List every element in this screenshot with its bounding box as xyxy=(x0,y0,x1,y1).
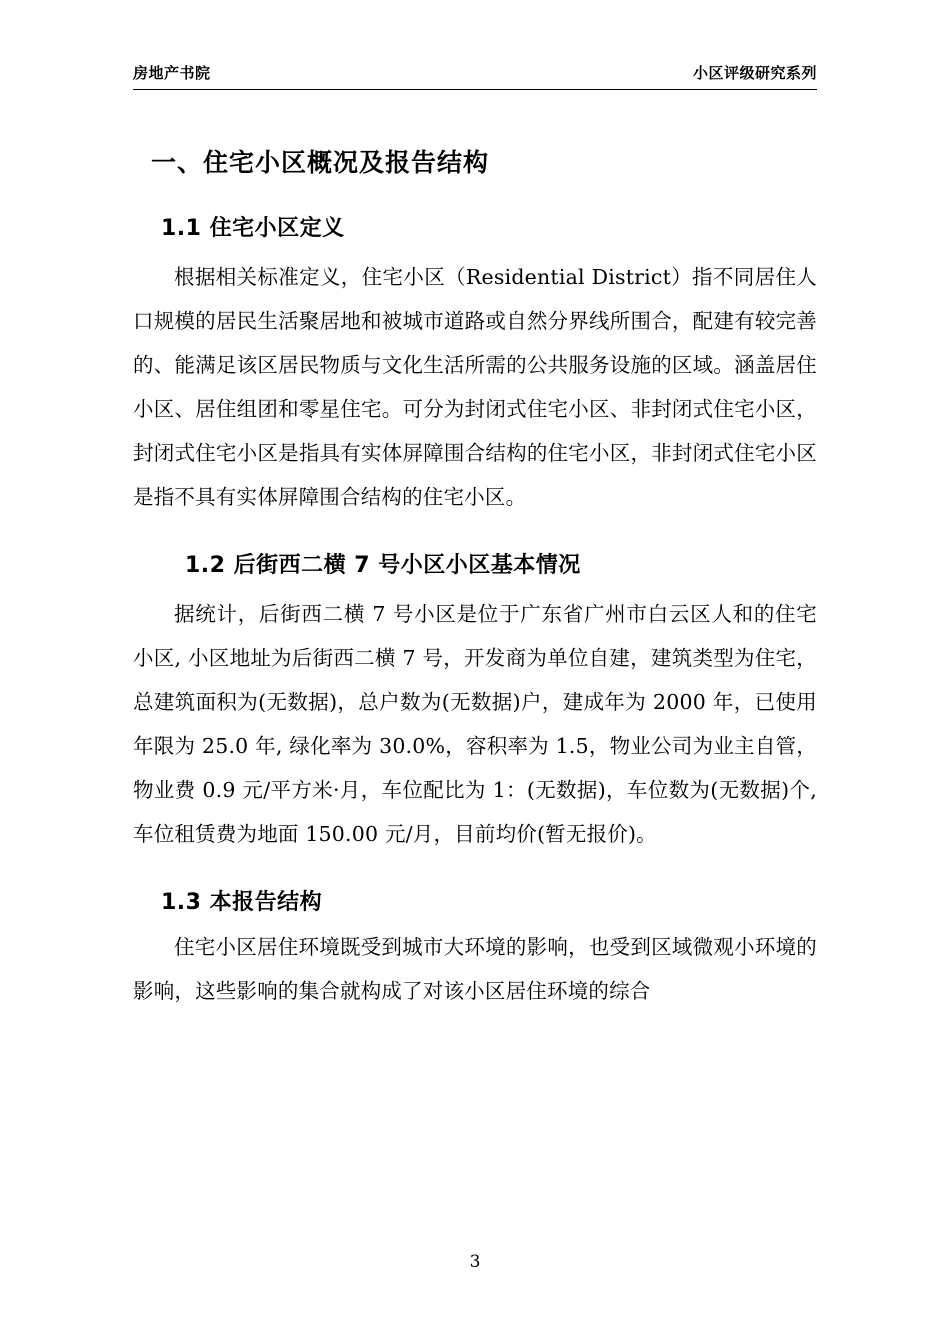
section-heading: 一、住宅小区概况及报告结构 xyxy=(151,148,490,177)
page-number: 3 xyxy=(469,1252,481,1272)
paragraph-1-1: 根据相关标准定义，住宅小区（Residential District）指不同居住人口规模的居民生活聚居地和被城市道路或自然分界线所围合，配建有较完善的、能满足该区居民物质与文化生活所需的公共服务设施的区域。涵盖居住小区、居住组团和零星住宅。可分为封闭式住宅小区、非封闭式住宅小区，封闭式住宅小区是指具有实体屏障围合结构的住宅小区，非封闭式住宅小区是指不具有实体屏障围合结构的住宅小区。 xyxy=(133,264,817,509)
header-right-text: 小区评级研究系列 xyxy=(692,64,817,82)
paragraph-1-3: 住宅小区居住环境既受到城市大环境的影响，也受到区域微观小环境的影响，这些影响的集合就构成了对该小区居住环境的综合 xyxy=(133,935,817,1004)
paragraph-1-2: 据统计，后街西二横 7 号小区是位于广东省广州市白云区人和的住宅小区, 小区地址为后街西二横 7 号，开发商为单位自建，建筑类型为住宅，总建筑面积为(无数据)，总户数为(无数据)户，建成年为 2000 年，已使用年限为 25.0 年, 绿化率为 30.0%，容积率为 1.5，物业公司为业主自管，物业费 0.9 元/平方米·月，车位配比为 1：(无数据)，车位数为(无数据)个, 车位租赁费为地面 150.00 元/月，目前均价(暂无报价)。 xyxy=(133,601,817,847)
page-header xyxy=(133,62,817,90)
header-left-text: 房地产书院 xyxy=(133,64,211,82)
subsection-heading-1-2: 1.2 后街西二横 7 号小区小区基本情况 xyxy=(185,552,581,578)
subsection-heading-1-3: 1.3 本报告结构 xyxy=(161,890,323,916)
subsection-heading-1-1: 1.1 住宅小区定义 xyxy=(161,215,345,241)
document-body xyxy=(133,122,817,1013)
